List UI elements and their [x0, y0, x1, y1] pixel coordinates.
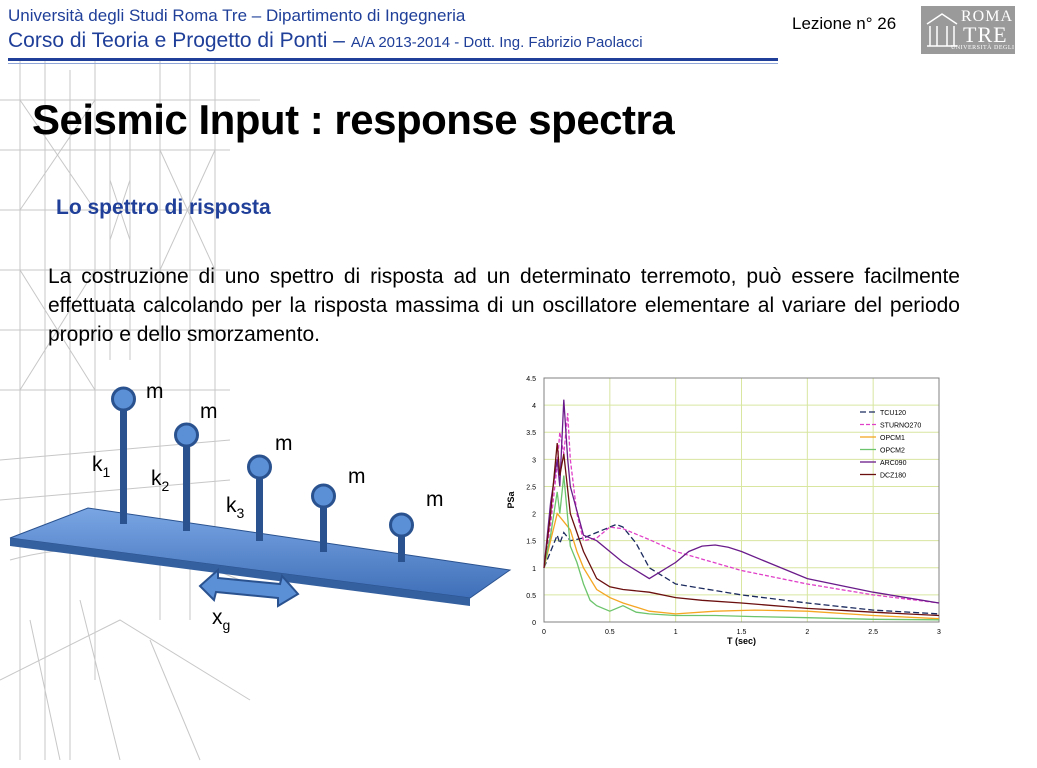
mass-label: m: [146, 380, 164, 403]
mass-label: m: [275, 432, 293, 455]
y-tick-label: 4.5: [526, 376, 536, 383]
y-tick-label: 1.5: [526, 538, 536, 546]
x-tick-label: 2.5: [868, 629, 879, 636]
logo-line-university: UNIVERSITÀ DEGLI STUDI: [951, 45, 1037, 51]
legend-label: OPCM1: [880, 435, 905, 442]
spring-label-k1: $k_1$: [92, 453, 111, 480]
spring-label-k3: $k_3$: [226, 494, 245, 521]
lesson-number: Lezione n° 26: [792, 14, 897, 33]
legend-label: STURNO270: [880, 422, 922, 430]
logo-line-tre: TRE: [963, 22, 1008, 47]
mass-label: m: [426, 488, 444, 511]
ground-motion-label: $x_g$: [212, 606, 231, 633]
y-tick-label: 2.5: [526, 484, 536, 492]
response-spectra-chart: [500, 370, 950, 660]
y-tick-label: 3: [532, 457, 536, 465]
university-header: Università degli Studi Roma Tre – Dipartimento di Ingegneria: [8, 6, 466, 25]
university-building-icon: [925, 12, 959, 48]
slide-subtitle: Lo spettro di risposta: [56, 196, 271, 219]
legend-label: DCZ180: [880, 472, 907, 480]
header-rule-thin: [8, 63, 778, 64]
roma-tre-logo: [921, 6, 1037, 54]
y-tick-label: 4: [532, 403, 536, 411]
y-tick-label: 1: [532, 565, 536, 573]
course-header: [8, 29, 643, 53]
legend-label: OPCM2: [880, 447, 905, 455]
y-tick-label: 0.5: [526, 592, 536, 600]
slide-title: Seismic Input : response spectra: [32, 96, 675, 143]
x-tick-label: 0: [542, 629, 546, 636]
x-tick-label: 1: [673, 629, 678, 636]
course-detail: A/A 2013-2014 - Dott. Ing. Fabrizio Paolacci: [350, 34, 643, 51]
x-tick-label: 0.5: [604, 629, 615, 636]
legend-label: TCU120: [880, 410, 907, 417]
oscillator-2: [176, 424, 198, 531]
y-tick-label: 3.5: [526, 430, 536, 438]
x-axis-label: T (sec): [726, 636, 757, 646]
spring-label-k2: $k_2$: [151, 467, 170, 494]
y-tick-label: 2: [532, 511, 536, 519]
legend-label: ARC090: [880, 460, 907, 467]
body-paragraph: La costruzione di uno spettro di risposta ad un determinato terremoto, può essere facilmente effettuata calcolando per la risposta massima di un oscillatore elementare al variare del periodo proprio e dello smorzamento.: [48, 265, 960, 346]
oscillators-diagram: [0, 370, 520, 670]
chart-svg: [500, 370, 950, 660]
course-name: Corso di Teoria e Progetto di Ponti –: [8, 29, 351, 52]
mass-label: m: [200, 400, 218, 423]
mass-label: m: [348, 465, 366, 488]
logo-line-roma: ROMA: [961, 8, 1014, 25]
oscillator-1: [113, 388, 135, 524]
y-tick-label: 0: [532, 620, 536, 627]
x-tick-label: 1.5: [736, 629, 747, 636]
oscillator-3: [249, 456, 271, 541]
header-rule: [8, 58, 778, 61]
y-axis-label: PSa: [506, 491, 516, 509]
x-tick-label: 2: [805, 629, 810, 636]
x-tick-label: 3: [937, 629, 941, 636]
